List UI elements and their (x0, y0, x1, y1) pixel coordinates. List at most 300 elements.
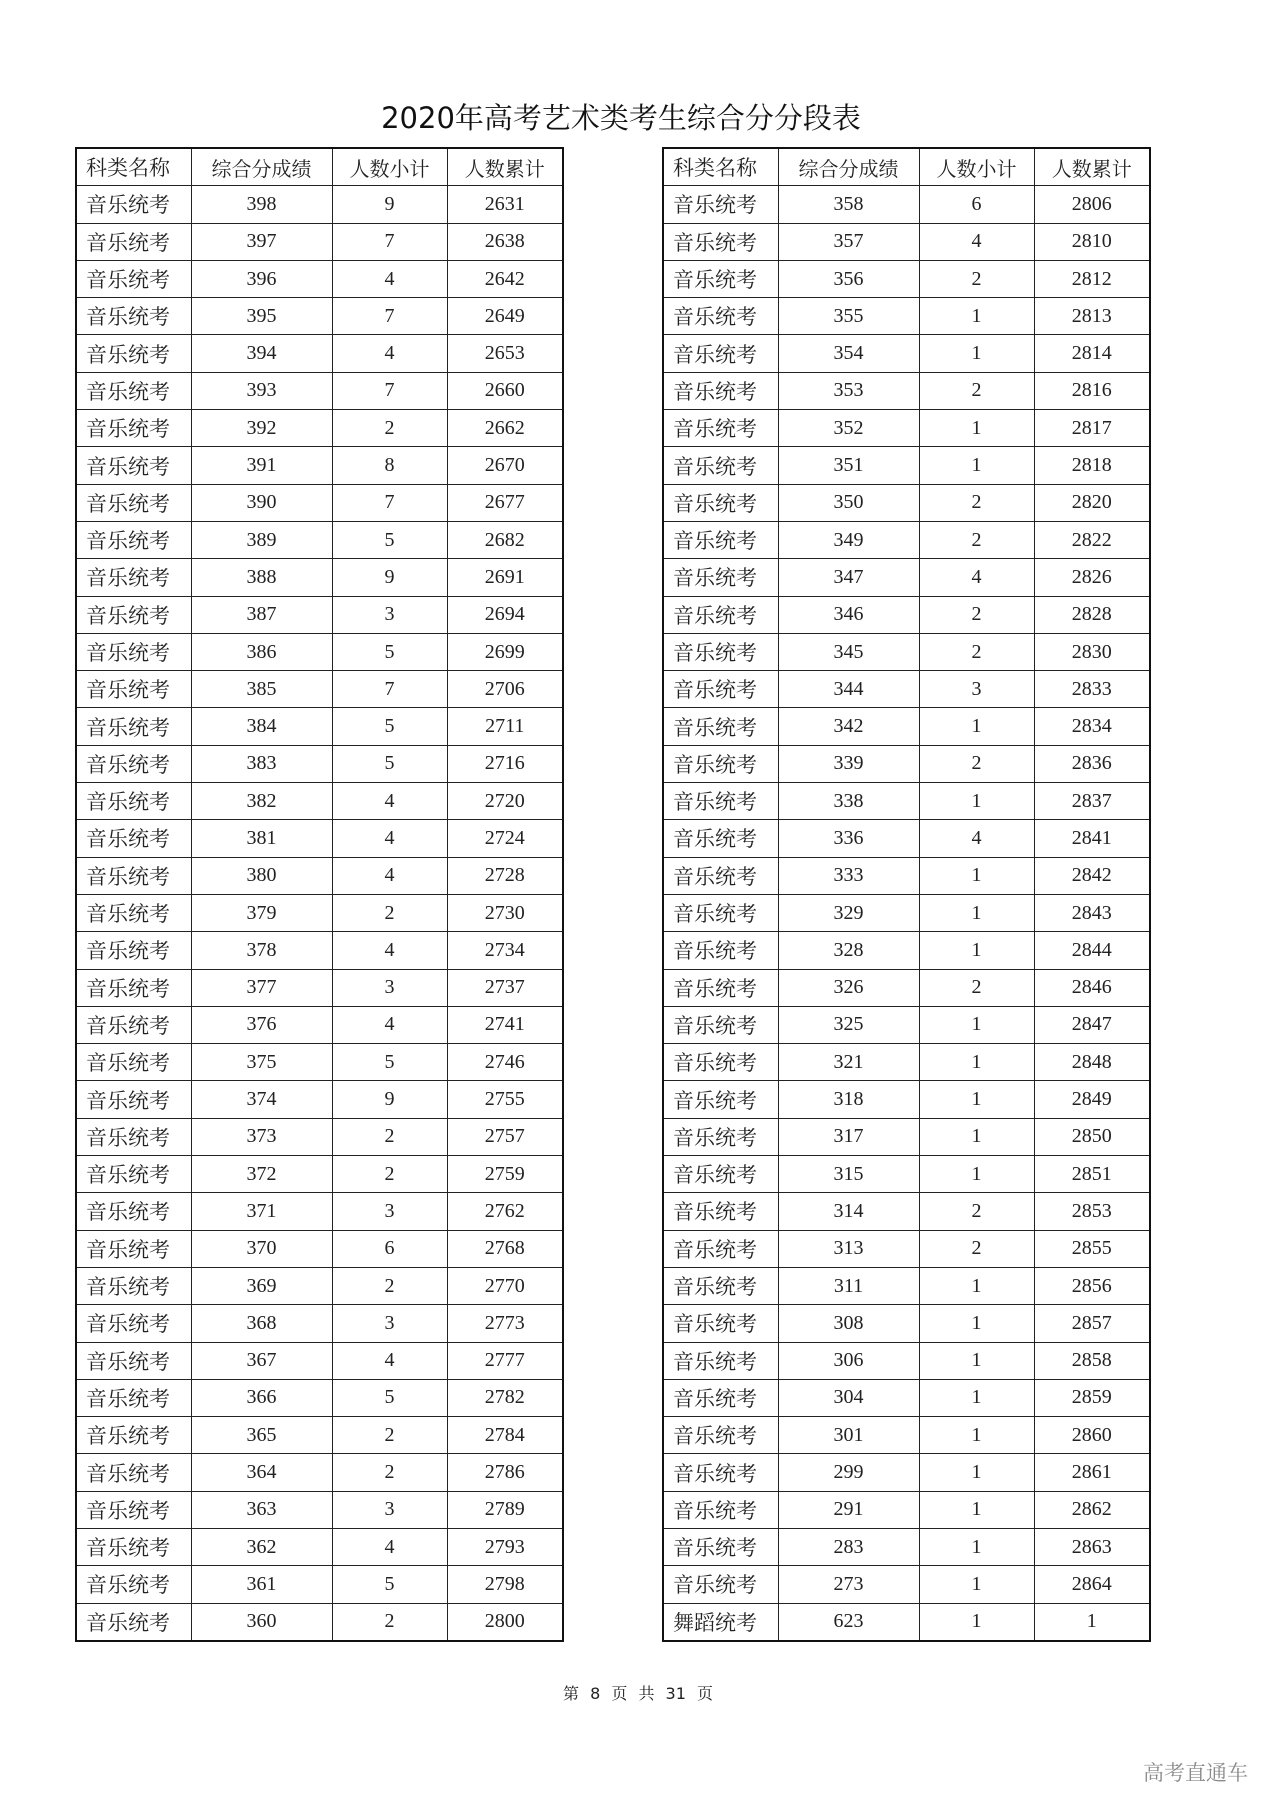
cell-score: 389 (191, 521, 332, 558)
cell-cumulative: 2848 (1034, 1044, 1150, 1081)
cell-score: 313 (778, 1230, 919, 1267)
cell-count: 1 (919, 447, 1034, 484)
table-row (663, 1305, 1150, 1342)
cell-category: 音乐统考 (76, 298, 191, 335)
cell-count: 1 (919, 1267, 1034, 1304)
cell-category: 音乐统考 (663, 1417, 778, 1454)
cell-score: 397 (191, 223, 332, 260)
cell-count: 2 (332, 1454, 447, 1491)
cell-count: 2 (332, 1156, 447, 1193)
cell-count: 7 (332, 372, 447, 409)
cell-score: 368 (191, 1305, 332, 1342)
table-row (76, 1491, 563, 1528)
cell-score: 315 (778, 1156, 919, 1193)
cell-count: 1 (919, 1528, 1034, 1565)
cell-score: 329 (778, 894, 919, 931)
cell-cumulative: 2691 (447, 559, 563, 596)
cell-count: 4 (919, 559, 1034, 596)
cell-score: 350 (778, 484, 919, 521)
cell-score: 273 (778, 1566, 919, 1603)
cell-cumulative: 2677 (447, 484, 563, 521)
table-row (76, 1006, 563, 1043)
cell-score: 352 (778, 410, 919, 447)
column-header-score: 综合分成绩 (191, 148, 332, 186)
cell-score: 283 (778, 1528, 919, 1565)
cell-cumulative: 2849 (1034, 1081, 1150, 1118)
table-row (76, 1566, 563, 1603)
cell-count: 1 (919, 1081, 1034, 1118)
cell-cumulative: 2810 (1034, 223, 1150, 260)
cell-category: 音乐统考 (663, 1193, 778, 1230)
table-body (663, 186, 1150, 1641)
cell-category: 音乐统考 (76, 447, 191, 484)
cell-score: 390 (191, 484, 332, 521)
cell-count: 2 (919, 633, 1034, 670)
cell-score: 351 (778, 447, 919, 484)
cell-category: 音乐统考 (76, 1379, 191, 1416)
cell-cumulative: 2861 (1034, 1454, 1150, 1491)
cell-cumulative: 2846 (1034, 969, 1150, 1006)
cell-score: 382 (191, 783, 332, 820)
cell-count: 7 (332, 298, 447, 335)
cell-category: 音乐统考 (663, 260, 778, 297)
table-row (663, 708, 1150, 745)
cell-category: 音乐统考 (76, 1417, 191, 1454)
cell-category: 音乐统考 (663, 484, 778, 521)
cell-category: 音乐统考 (663, 1081, 778, 1118)
table-row (663, 1566, 1150, 1603)
cell-score: 395 (191, 298, 332, 335)
cell-score: 387 (191, 596, 332, 633)
table-row (76, 298, 563, 335)
table-row (76, 521, 563, 558)
cell-score: 318 (778, 1081, 919, 1118)
table-row (663, 671, 1150, 708)
cell-cumulative: 2789 (447, 1491, 563, 1528)
cell-score: 344 (778, 671, 919, 708)
table-row (76, 1230, 563, 1267)
cell-count: 1 (919, 783, 1034, 820)
cell-cumulative: 2859 (1034, 1379, 1150, 1416)
cell-score: 306 (778, 1342, 919, 1379)
cell-score: 377 (191, 969, 332, 1006)
table-row (663, 447, 1150, 484)
cell-count: 1 (919, 335, 1034, 372)
cell-category: 音乐统考 (76, 1081, 191, 1118)
cell-category: 音乐统考 (663, 932, 778, 969)
cell-score: 317 (778, 1118, 919, 1155)
table-row (663, 298, 1150, 335)
cell-category: 音乐统考 (663, 857, 778, 894)
cell-score: 308 (778, 1305, 919, 1342)
cell-cumulative: 2847 (1034, 1006, 1150, 1043)
cell-cumulative: 2813 (1034, 298, 1150, 335)
cell-score: 362 (191, 1528, 332, 1565)
cell-category: 音乐统考 (76, 559, 191, 596)
table-row (76, 559, 563, 596)
cell-cumulative: 2694 (447, 596, 563, 633)
table-row (76, 894, 563, 931)
table-row (663, 894, 1150, 931)
cell-category: 音乐统考 (76, 1118, 191, 1155)
table-row (76, 969, 563, 1006)
table-row (76, 484, 563, 521)
cell-count: 1 (919, 1118, 1034, 1155)
cell-category: 音乐统考 (663, 447, 778, 484)
column-header-category: 科类名称 (76, 148, 191, 186)
cell-count: 2 (332, 1417, 447, 1454)
cell-cumulative: 2858 (1034, 1342, 1150, 1379)
cell-cumulative: 2699 (447, 633, 563, 670)
table-row (76, 1081, 563, 1118)
column-header-score: 综合分成绩 (778, 148, 919, 186)
cell-count: 1 (919, 1566, 1034, 1603)
cell-category: 音乐统考 (663, 969, 778, 1006)
cell-score: 367 (191, 1342, 332, 1379)
column-header-count: 人数小计 (919, 148, 1034, 186)
cell-score: 328 (778, 932, 919, 969)
table-header-row (663, 148, 1150, 186)
cell-cumulative: 2768 (447, 1230, 563, 1267)
cell-count: 1 (919, 1417, 1034, 1454)
cell-score: 385 (191, 671, 332, 708)
cell-category: 音乐统考 (76, 633, 191, 670)
cell-count: 4 (332, 1006, 447, 1043)
cell-count: 5 (332, 633, 447, 670)
cell-cumulative: 2631 (447, 186, 563, 223)
cell-category: 音乐统考 (76, 1305, 191, 1342)
cell-count: 8 (332, 447, 447, 484)
cell-count: 4 (332, 1528, 447, 1565)
cell-score: 361 (191, 1566, 332, 1603)
table-row (76, 447, 563, 484)
cell-count: 1 (919, 410, 1034, 447)
cell-category: 音乐统考 (663, 1528, 778, 1565)
cell-category: 音乐统考 (663, 1267, 778, 1304)
cell-category: 音乐统考 (663, 671, 778, 708)
cell-count: 4 (919, 820, 1034, 857)
cell-cumulative: 2716 (447, 745, 563, 782)
cell-count: 2 (919, 596, 1034, 633)
table-row (76, 1454, 563, 1491)
cell-score: 360 (191, 1603, 332, 1641)
cell-score: 356 (778, 260, 919, 297)
cell-category: 舞蹈统考 (663, 1603, 778, 1641)
cell-cumulative: 2757 (447, 1118, 563, 1155)
cell-category: 音乐统考 (663, 894, 778, 931)
cell-cumulative: 2741 (447, 1006, 563, 1043)
cell-category: 音乐统考 (663, 1044, 778, 1081)
cell-count: 9 (332, 186, 447, 223)
table-row (76, 1118, 563, 1155)
cell-cumulative: 2653 (447, 335, 563, 372)
cell-count: 2 (332, 1267, 447, 1304)
cell-cumulative: 2834 (1034, 708, 1150, 745)
cell-score: 378 (191, 932, 332, 969)
cell-category: 音乐统考 (663, 1491, 778, 1528)
cell-category: 音乐统考 (663, 1342, 778, 1379)
cell-cumulative: 2844 (1034, 932, 1150, 969)
table-row (76, 1603, 563, 1641)
cell-score: 325 (778, 1006, 919, 1043)
table-row (663, 820, 1150, 857)
score-table-right (662, 147, 1151, 1642)
cell-category: 音乐统考 (76, 186, 191, 223)
cell-cumulative: 2857 (1034, 1305, 1150, 1342)
cell-score: 388 (191, 559, 332, 596)
cell-category: 音乐统考 (663, 298, 778, 335)
table-row (76, 1305, 563, 1342)
cell-category: 音乐统考 (76, 372, 191, 409)
cell-count: 1 (919, 298, 1034, 335)
table-row (663, 783, 1150, 820)
cell-count: 2 (919, 1193, 1034, 1230)
cell-count: 4 (332, 857, 447, 894)
table-row (663, 596, 1150, 633)
cell-cumulative: 2841 (1034, 820, 1150, 857)
cell-cumulative: 2806 (1034, 186, 1150, 223)
cell-count: 5 (332, 745, 447, 782)
cell-category: 音乐统考 (76, 1528, 191, 1565)
cell-count: 2 (332, 1118, 447, 1155)
cell-cumulative: 2660 (447, 372, 563, 409)
table-body (76, 186, 563, 1641)
cell-category: 音乐统考 (663, 1566, 778, 1603)
table-row (76, 596, 563, 633)
cell-count: 9 (332, 559, 447, 596)
cell-category: 音乐统考 (663, 1006, 778, 1043)
column-header-category: 科类名称 (663, 148, 778, 186)
table-row (76, 1342, 563, 1379)
cell-cumulative: 2818 (1034, 447, 1150, 484)
cell-cumulative: 2670 (447, 447, 563, 484)
table-row (76, 1528, 563, 1565)
cell-category: 音乐统考 (76, 410, 191, 447)
table-row (663, 745, 1150, 782)
cell-category: 音乐统考 (663, 1156, 778, 1193)
cell-cumulative: 2836 (1034, 745, 1150, 782)
cell-count: 2 (919, 745, 1034, 782)
cell-count: 1 (919, 1603, 1034, 1641)
cell-score: 291 (778, 1491, 919, 1528)
cell-score: 358 (778, 186, 919, 223)
cell-cumulative: 2842 (1034, 857, 1150, 894)
cell-score: 342 (778, 708, 919, 745)
cell-score: 396 (191, 260, 332, 297)
cell-count: 2 (919, 521, 1034, 558)
table-row (663, 1230, 1150, 1267)
table-row (663, 1006, 1150, 1043)
cell-score: 371 (191, 1193, 332, 1230)
cell-count: 2 (919, 372, 1034, 409)
cell-category: 音乐统考 (663, 410, 778, 447)
table-row (663, 1193, 1150, 1230)
table-row (76, 260, 563, 297)
cell-cumulative: 2822 (1034, 521, 1150, 558)
cell-category: 音乐统考 (663, 783, 778, 820)
cell-category: 音乐统考 (663, 1230, 778, 1267)
table-header-row (76, 148, 563, 186)
cell-count: 1 (919, 1342, 1034, 1379)
cell-score: 299 (778, 1454, 919, 1491)
cell-cumulative: 2817 (1034, 410, 1150, 447)
cell-category: 音乐统考 (76, 969, 191, 1006)
table-row (663, 335, 1150, 372)
cell-category: 音乐统考 (663, 1118, 778, 1155)
cell-cumulative: 2782 (447, 1379, 563, 1416)
cell-score: 364 (191, 1454, 332, 1491)
cell-category: 音乐统考 (663, 372, 778, 409)
cell-count: 5 (332, 1566, 447, 1603)
cell-category: 音乐统考 (76, 1491, 191, 1528)
cell-cumulative: 2682 (447, 521, 563, 558)
cell-count: 1 (919, 857, 1034, 894)
table-row (76, 671, 563, 708)
table-row (76, 1379, 563, 1416)
cell-category: 音乐统考 (663, 708, 778, 745)
table-row (663, 1528, 1150, 1565)
cell-cumulative: 2706 (447, 671, 563, 708)
cell-count: 1 (919, 1006, 1034, 1043)
cell-cumulative: 2860 (1034, 1417, 1150, 1454)
cell-cumulative: 2755 (447, 1081, 563, 1118)
table-row (663, 1454, 1150, 1491)
cell-score: 301 (778, 1417, 919, 1454)
cell-count: 4 (332, 335, 447, 372)
cell-count: 3 (332, 1193, 447, 1230)
cell-category: 音乐统考 (76, 708, 191, 745)
cell-cumulative: 2855 (1034, 1230, 1150, 1267)
cell-category: 音乐统考 (76, 596, 191, 633)
cell-score: 373 (191, 1118, 332, 1155)
column-header-cumulative: 人数累计 (447, 148, 563, 186)
table-row (663, 1044, 1150, 1081)
cell-count: 3 (919, 671, 1034, 708)
cell-count: 4 (332, 820, 447, 857)
cell-count: 2 (332, 1603, 447, 1641)
cell-cumulative: 2864 (1034, 1566, 1150, 1603)
cell-count: 7 (332, 484, 447, 521)
cell-cumulative: 2812 (1034, 260, 1150, 297)
cell-score: 336 (778, 820, 919, 857)
cell-score: 346 (778, 596, 919, 633)
cell-count: 4 (332, 932, 447, 969)
table-row (663, 633, 1150, 670)
cell-cumulative: 2853 (1034, 1193, 1150, 1230)
cell-cumulative: 2638 (447, 223, 563, 260)
cell-category: 音乐统考 (663, 186, 778, 223)
table-row (663, 969, 1150, 1006)
cell-category: 音乐统考 (76, 1603, 191, 1641)
table-row (663, 372, 1150, 409)
table-row (76, 1193, 563, 1230)
cell-category: 音乐统考 (76, 1006, 191, 1043)
cell-score: 623 (778, 1603, 919, 1641)
table-row (76, 335, 563, 372)
cell-score: 357 (778, 223, 919, 260)
cell-cumulative: 2728 (447, 857, 563, 894)
table-row (76, 820, 563, 857)
cell-score: 354 (778, 335, 919, 372)
table-row (663, 1342, 1150, 1379)
cell-count: 2 (919, 969, 1034, 1006)
table-row (663, 857, 1150, 894)
cell-score: 365 (191, 1417, 332, 1454)
cell-count: 4 (919, 223, 1034, 260)
cell-cumulative: 2814 (1034, 335, 1150, 372)
cell-category: 音乐统考 (76, 671, 191, 708)
table-row (76, 372, 563, 409)
cell-count: 5 (332, 708, 447, 745)
cell-cumulative: 2820 (1034, 484, 1150, 521)
cell-cumulative: 2784 (447, 1417, 563, 1454)
cell-score: 380 (191, 857, 332, 894)
cell-category: 音乐统考 (76, 1566, 191, 1603)
table-row (76, 1044, 563, 1081)
page-title: 2020年高考艺术类考生综合分分段表 (381, 101, 861, 135)
cell-cumulative: 2830 (1034, 633, 1150, 670)
cell-cumulative: 2833 (1034, 671, 1150, 708)
cell-cumulative: 2746 (447, 1044, 563, 1081)
cell-count: 4 (332, 260, 447, 297)
cell-count: 1 (919, 1156, 1034, 1193)
cell-count: 1 (919, 1491, 1034, 1528)
table-row (663, 1491, 1150, 1528)
score-table-left (75, 147, 564, 1642)
cell-count: 2 (332, 894, 447, 931)
cell-count: 2 (919, 484, 1034, 521)
table-row (663, 223, 1150, 260)
table-row (76, 857, 563, 894)
cell-cumulative: 2850 (1034, 1118, 1150, 1155)
cell-cumulative: 2777 (447, 1342, 563, 1379)
cell-cumulative: 2826 (1034, 559, 1150, 596)
cell-score: 383 (191, 745, 332, 782)
cell-cumulative: 2837 (1034, 783, 1150, 820)
cell-category: 音乐统考 (76, 932, 191, 969)
cell-category: 音乐统考 (76, 1193, 191, 1230)
cell-count: 5 (332, 1044, 447, 1081)
cell-cumulative: 2851 (1034, 1156, 1150, 1193)
cell-category: 音乐统考 (76, 857, 191, 894)
cell-score: 353 (778, 372, 919, 409)
cell-cumulative: 2737 (447, 969, 563, 1006)
cell-cumulative: 2863 (1034, 1528, 1150, 1565)
cell-score: 381 (191, 820, 332, 857)
cell-cumulative: 2798 (447, 1566, 563, 1603)
cell-cumulative: 2734 (447, 932, 563, 969)
cell-category: 音乐统考 (76, 820, 191, 857)
cell-count: 6 (919, 186, 1034, 223)
cell-score: 370 (191, 1230, 332, 1267)
cell-score: 393 (191, 372, 332, 409)
table-row (76, 633, 563, 670)
cell-category: 音乐统考 (76, 894, 191, 931)
table-row (663, 1379, 1150, 1416)
cell-count: 4 (332, 1342, 447, 1379)
table-row (663, 260, 1150, 297)
cell-count: 4 (332, 783, 447, 820)
table-row (76, 708, 563, 745)
table-row (76, 410, 563, 447)
cell-cumulative: 2730 (447, 894, 563, 931)
cell-count: 3 (332, 1305, 447, 1342)
cell-count: 3 (332, 969, 447, 1006)
cell-category: 音乐统考 (76, 1454, 191, 1491)
cell-score: 339 (778, 745, 919, 782)
table-row (76, 1417, 563, 1454)
column-header-count: 人数小计 (332, 148, 447, 186)
